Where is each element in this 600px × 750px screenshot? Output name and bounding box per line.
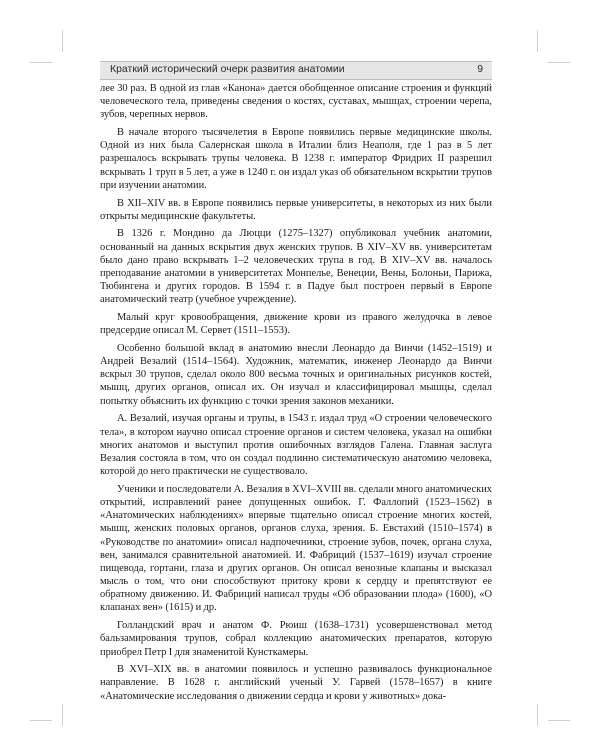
paragraph: В XVI–XIX вв. в анатомии появилось и успешно развивалось функциональное направление. В 1628 г. английский ученый У. Гарвей (1578–1657) в книге «Анатомические исследования о движении сердца и крови у животных» дока- [100,664,492,702]
crop-mark-bottom-left-vertical [62,704,63,726]
crop-mark-top-left-vertical [62,30,63,52]
crop-mark-bottom-right-horizontal [548,720,570,721]
crop-mark-top-right-vertical [537,30,538,52]
crop-mark-bottom-right-vertical [537,704,538,726]
crop-mark-top-left-horizontal [30,62,52,63]
paragraph: В 1326 г. Мондино да Люцци (1275–1327) опубликовал учебник анатомии, основанный на данных вскрытия двух женских трупов. В XIV–XV вв. университетам было дано право вскрывать 1–2 человеческих трупа в год. В XIV–XV вв. началось преподавание анатомии в университетах Монпелье, Венеции, Вены, Болоньи, Парижа, Тюбингена и других городов. В 1594 г. в Падуе был построен первый в Европе анатомический театр (учебное учреждение). [100,228,492,306]
crop-mark-bottom-left-horizontal [30,720,52,721]
running-header [100,61,492,80]
paragraph-continued: лее 30 раз. В одной из глав «Канона» дается обобщенное описание строения и функций человеческого тела, приведены сведения о костях, суставах, мышцах, строении черепа, зубов, черепных нервов. [100,83,492,121]
paragraph: В начале второго тысячелетия в Европе появились первые медицинские школы. Одной из них была Салернская школа в Италии близ Неаполя, где 1 раз в 5 лет разрешалось вскрывать трупы человека. В 1238 г. император Фридрих II разрешил вскрывать 1 труп в 5 лет, а уже в 1240 г. он издал указ об обязательном вскрытии трупов при изучении анатомии. [100,127,492,191]
page-number: 9 [477,64,483,75]
crop-mark-top-right-horizontal [548,62,570,63]
running-title: Краткий исторический очерк развития анатомии [110,64,345,75]
paragraph: Голландский врач и анатом Ф. Рюиш (1638–1731) усовершенствовал метод бальзамирования трупов, собрал коллекцию анатомических препаратов, которую приобрел Петр I для знаменитой Кунсткамеры. [100,620,492,658]
body-text [100,82,492,707]
paragraph: Малый круг кровообращения, движение крови из правого желудочка в левое предсердие описал М. Сервет (1511–1553). [100,312,492,337]
paragraph: Особенно большой вклад в анатомию внесли Леонардо да Винчи (1452–1519) и Андрей Везалий (1514–1564). Художник, математик, инженер Леонардо да Винчи вскрыл 30 трупов, сделал около 800 весьма точных и оригинальных рисунков костей, мышц, других органов, описал их. Он изучал и классифицировал мышцы, сделал попытку объяснить их функцию с точки зрения законов механики. [100,342,492,407]
paragraph: В XII–XIV вв. в Европе появились первые университеты, в некоторых из них были открыты медицинские факультеты. [100,197,492,222]
paragraph: А. Везалий, изучая органы и трупы, в 1543 г. издал труд «О строении человеческого тела», в котором научно описал строение органов и систем человека, указал на ошибки многих анатомов и выступил против ошибочных взглядов Галена. Главная заслуга Везалия состояла в том, что он создал подлинно систематическую анатомию человека, которой до него практически не существовало. [100,413,492,478]
paragraph: Ученики и последователи А. Везалия в XVI–XVIII вв. сделали много анатомических открытий, исправлений ранее допущенных ошибок. Г. Фаллопий (1523–1562) в «Анатомических наблюдениях» впервые тщательно описал строение многих костей, мышц, женских половых органов, органов слуха, зрения. Б. Евстахий (1510–1574) в «Руководстве по анатомии» описал надпочечники, строение зубов, почек, органа слуха, вен, занимался сравнительной анатомией. И. Фабриций (1537–1619) изучал строение пищевода, гортани, глаза и других органов. Он описал венозные клапаны и высказал мысль о том, что они способствуют притоку крови к сердцу и препятствуют ее обратному движению. И. Фабриций написал труды «Об образовании плода» (1600), «О клапанах вен» (1615) и др. [100,483,492,614]
